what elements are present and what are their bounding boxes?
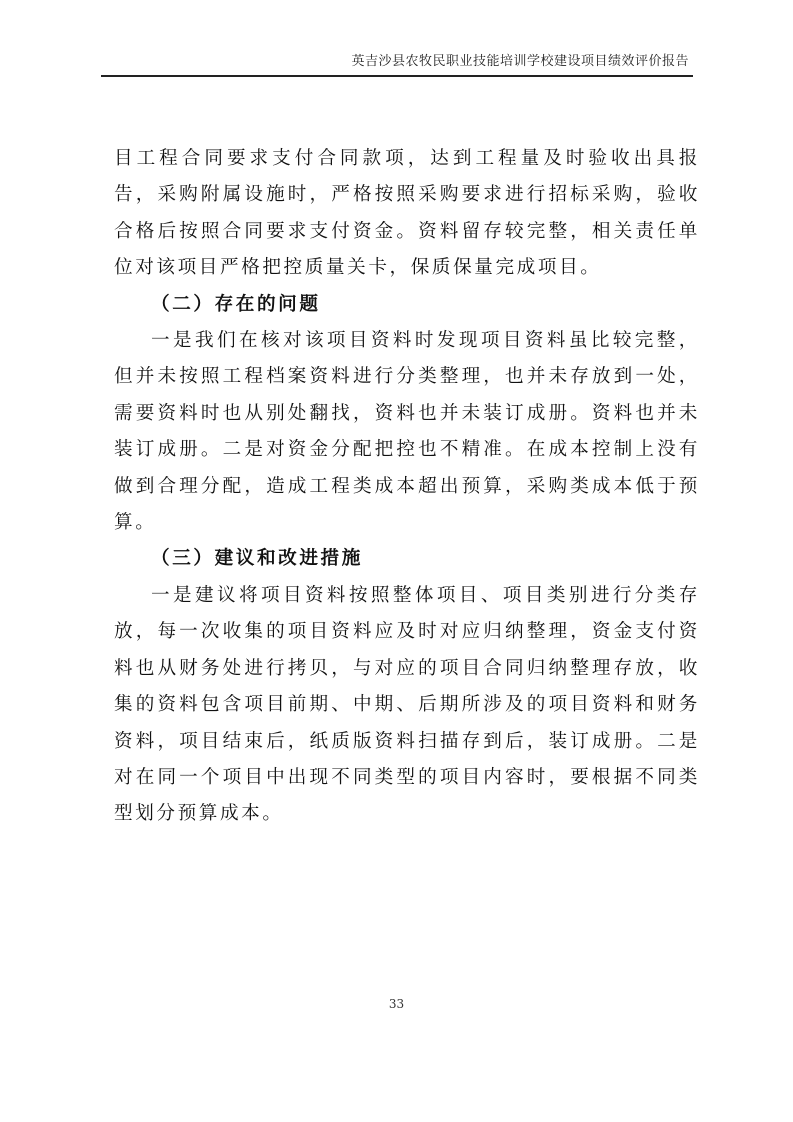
header-divider	[101, 75, 693, 77]
intro-paragraph: 目工程合同要求支付合同款项，达到工程量及时验收出具报告，采购附属设施时，严格按照采购要求进行招标采购，验收合格后按照合同要求支付资金。资料留存较完整，相关责任单位对该项目严格把控质量关卡，保质保量完成项目。	[114, 148, 700, 279]
section-heading-suggestions: （三）建议和改进措施	[151, 548, 363, 570]
document-body	[114, 141, 700, 833]
section-heading-problems: （二）存在的问题	[151, 293, 321, 315]
suggestions-paragraph: 一是建议将项目资料按照整体项目、项目类别进行分类存放，每一次收集的项目资料应及时对应归纳整理，资金支付资料也从财务处进行拷贝，与对应的项目合同归纳整理存放，收集的资料包含项目前期、中期、后期所涉及的项目资料和财务资料，项目结束后，纸质版资料扫描存到后，装订成册。二是对在同一个项目中出现不同类型的项目内容时，要根据不同类型划分预算成本。	[114, 584, 700, 825]
page-number: 33	[388, 997, 405, 1011]
problems-paragraph: 一是我们在核对该项目资料时发现项目资料虽比较完整，但并未按照工程档案资料进行分类整理，也并未存放到一处，需要资料时也从别处翻找，资料也并未装订成册。资料也并未装订成册。二是对资金分配把控也不精准。在成本控制上没有做到合理分配，造成工程类成本超出预算，采购类成本低于预算。	[114, 330, 700, 534]
report-header-title: 英吉沙县农牧民职业技能培训学校建设项目绩效评价报告	[351, 54, 689, 69]
